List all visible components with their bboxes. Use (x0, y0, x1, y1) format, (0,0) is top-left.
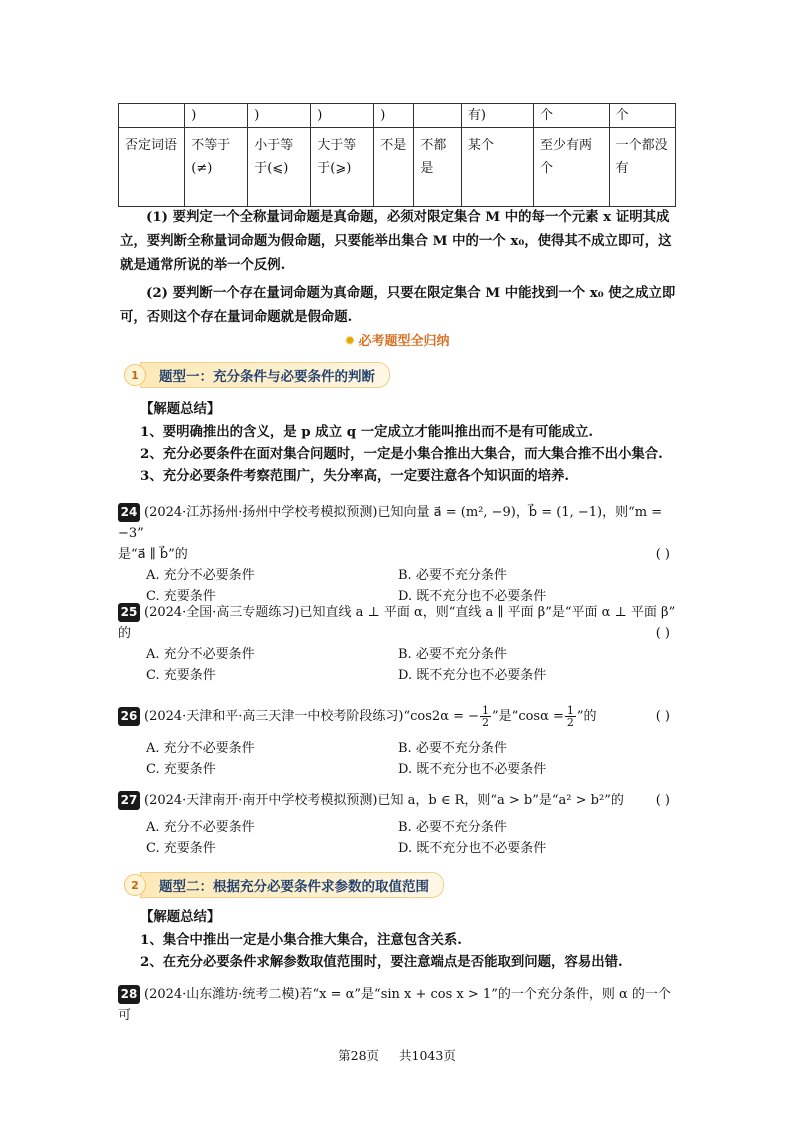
fraction-numerator: 1 (482, 704, 490, 717)
question-26 (118, 704, 676, 780)
type-two-header (124, 872, 444, 898)
section-title-text: 必考题型全归纳 (358, 334, 450, 349)
page-footer (0, 1046, 794, 1064)
section-title (0, 330, 794, 349)
table-row-label: 否定词语 (119, 128, 185, 207)
fraction-denominator: 2 (566, 716, 574, 729)
summary-item: 3、充分必要条件考察范围广，失分率高，一定要注意各个知识面的培养. (140, 468, 570, 484)
options (146, 817, 676, 859)
table-cell: ) (248, 104, 311, 128)
option-d[interactable]: D. 既不充分也不必要条件 (398, 668, 547, 683)
type-one-summary (140, 400, 663, 488)
table-cell: 大于等于(⩾) (311, 128, 374, 207)
option-a[interactable]: A. 充分不必要条件 (146, 647, 255, 662)
type-number-badge: 2 (124, 874, 146, 896)
question-number: 24 (118, 503, 140, 522)
star-icon: ✹ (344, 334, 356, 349)
table-cell: 个 (609, 104, 675, 128)
table-row (119, 128, 676, 207)
table-cell: 不等于(≠) (185, 128, 248, 207)
type-one-header (124, 362, 390, 388)
answer-bracket: ( ) (655, 793, 670, 808)
option-a[interactable]: A. 充分不必要条件 (146, 568, 255, 583)
type-title: 题型二：根据充分必要条件求参数的取值范围 (140, 872, 444, 898)
table-cell: 小于等于(⩽) (248, 128, 311, 207)
options (146, 738, 676, 780)
question-number: 25 (118, 603, 140, 622)
question-stem (118, 602, 676, 623)
option-b[interactable]: B. 必要不充分条件 (398, 568, 507, 583)
option-c[interactable]: C. 充要条件 (146, 841, 216, 856)
question-text: 是“a⃗ ∥ b⃗”的 (118, 547, 188, 562)
question-text: (2024·山东潍坊·统考二模)若“x = α”是“sin x + cos x > 1”的一个充分条件，则 α 的一个可 (118, 987, 671, 1023)
question-stem (118, 502, 676, 544)
fraction (480, 705, 491, 728)
fraction (565, 705, 576, 728)
page-total: 共1043页 (399, 1048, 456, 1063)
option-a[interactable]: A. 充分不必要条件 (146, 741, 255, 756)
question-28 (118, 984, 676, 1026)
table-cell: ) (311, 104, 374, 128)
table-cell: 不是 (374, 128, 414, 207)
answer-bracket: ( ) (655, 626, 670, 641)
note-paragraph-1: (1) 要判定一个全称量词命题是真命题，必须对限定集合 M 中的每一个元素 x 证明其成立，要判断全称量词命题为假命题，只要能举出集合 M 中的一个 x₀，使得其不成立即可，这就是通常所说的举一个反例. (120, 209, 672, 273)
option-b[interactable]: B. 必要不充分条件 (398, 647, 507, 662)
option-d[interactable]: D. 既不充分也不必要条件 (398, 841, 547, 856)
answer-bracket: ( ) (655, 547, 670, 562)
summary-item: 1、集合中推出一定是小集合推大集合，注意包含关系. (140, 932, 462, 948)
type-number-badge: 1 (124, 364, 146, 386)
table-cell: 某个 (461, 128, 533, 207)
question-stem (118, 704, 676, 734)
question-24 (118, 502, 676, 607)
type-two-summary (140, 908, 623, 974)
answer-bracket: ( ) (655, 709, 670, 724)
options (146, 644, 676, 686)
question-text: 的 (118, 626, 132, 641)
summary-item: 2、在充分必要条件求解参数取值范围时，要注意端点是否能取到问题，容易出错. (140, 954, 623, 970)
summary-label: 【解题总结】 (140, 910, 221, 925)
question-stem-cont (118, 544, 676, 565)
summary-item: 1、要明确推出的含义，是 p 成立 q 一定成立才能叫推出而不是有可能成立. (140, 424, 594, 440)
table-cell (414, 104, 462, 128)
fraction-numerator: 1 (566, 704, 574, 717)
question-text: ”的 (576, 709, 597, 724)
table-cell: ) (374, 104, 414, 128)
question-25 (118, 602, 676, 686)
table-cell: 一个都没有 (609, 128, 675, 207)
quantifier-table (118, 103, 676, 207)
fraction-denominator: 2 (482, 716, 490, 729)
option-b[interactable]: B. 必要不充分条件 (398, 741, 507, 756)
option-c[interactable]: C. 充要条件 (146, 589, 216, 604)
question-text: (2024·天津南开·南开中学校考模拟预测)已知 a，b ∈ R，则“a > b”是“a² > b²”的 (144, 793, 624, 808)
question-text: (2024·全国·高三专题练习)已知直线 a ⊥ 平面 α，则“直线 a ∥ 平面 β”是“平面 α ⊥ 平面 β” (144, 605, 676, 620)
option-c[interactable]: C. 充要条件 (146, 762, 216, 777)
table-cell: ) (185, 104, 248, 128)
option-b[interactable]: B. 必要不充分条件 (398, 820, 507, 835)
option-d[interactable]: D. 既不充分也不必要条件 (398, 589, 547, 604)
question-number: 28 (118, 985, 140, 1004)
question-number: 26 (118, 707, 140, 726)
question-text: (2024·天津和平·高三天津一中校考阶段练习)“cos2α = − (144, 709, 480, 724)
table-cell (119, 104, 185, 128)
option-a[interactable]: A. 充分不必要条件 (146, 820, 255, 835)
question-stem-cont (118, 623, 676, 644)
table-cell: 至少有两个 (534, 128, 610, 207)
page-number: 第28页 (338, 1048, 380, 1063)
options (146, 565, 676, 607)
option-d[interactable]: D. 既不充分也不必要条件 (398, 762, 547, 777)
question-number: 27 (118, 791, 140, 810)
type-title: 题型一：充分条件与必要条件的判断 (140, 362, 390, 388)
question-27 (118, 790, 676, 859)
summary-label: 【解题总结】 (140, 402, 221, 417)
option-c[interactable]: C. 充要条件 (146, 668, 216, 683)
question-stem (118, 984, 676, 1026)
table-cell: 个 (534, 104, 610, 128)
table-row (119, 104, 676, 128)
question-stem (118, 790, 676, 811)
note-paragraph-2: (2) 要判断一个存在量词命题为真命题，只要在限定集合 M 中能找到一个 x₀ 使之成立即可，否则这个存在量词命题就是假命题. (120, 285, 676, 325)
question-text: ”是“cosα = (492, 709, 564, 724)
question-text: (2024·江苏扬州·扬州中学校考模拟预测)已知向量 a⃗ = (m², −9)，b⃗ = (1, −1)，则“m = −3” (118, 505, 663, 541)
summary-item: 2、充分必要条件在面对集合问题时，一定是小集合推出大集合，而大集合推不出小集合. (140, 446, 663, 462)
table-cell: 不都是 (414, 128, 462, 207)
table-cell: 有) (461, 104, 533, 128)
